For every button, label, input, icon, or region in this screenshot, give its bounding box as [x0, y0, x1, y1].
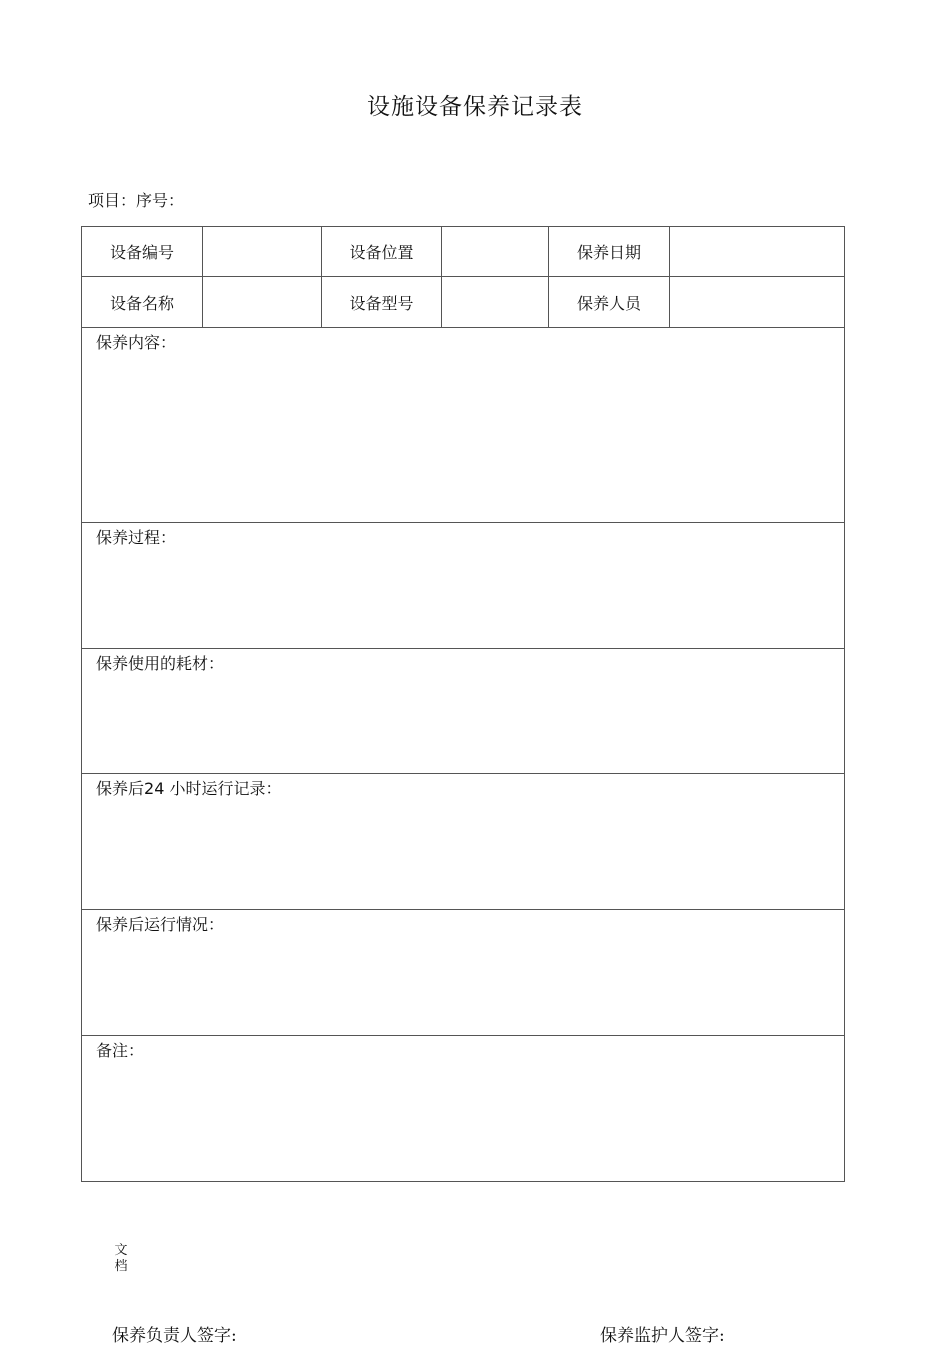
table-row [82, 277, 845, 328]
maintenance-content-section[interactable] [82, 328, 845, 523]
equipment-location-label: 设备位置 [322, 227, 442, 277]
status-after-label: 保养后运行情况： [96, 915, 225, 934]
table-row [82, 227, 845, 277]
equipment-name-field[interactable] [203, 277, 322, 328]
maintenance-date-field[interactable] [670, 227, 845, 277]
consumables-section[interactable] [82, 649, 845, 774]
document-note-char: 文 [114, 1243, 128, 1258]
maintenance-date-label: 保养日期 [549, 227, 670, 277]
maintenance-record-table [81, 226, 845, 1182]
maintenance-content-label: 保养内容： [96, 333, 177, 352]
remarks-label: 备注： [96, 1041, 145, 1060]
equipment-name-label: 设备名称 [82, 277, 203, 328]
record-24h-suffix: 小时运行记录： [164, 779, 282, 798]
document-note [113, 1243, 129, 1275]
responsible-signature-label: 保养负责人签字: [112, 1326, 237, 1346]
supervisor-signature-label: 保养监护人签字: [600, 1326, 725, 1346]
equipment-no-label: 设备编号 [82, 227, 203, 277]
record-24h-number: 24 [144, 779, 165, 798]
equipment-no-field[interactable] [203, 227, 322, 277]
record-24h-section[interactable] [82, 774, 845, 910]
record-24h-prefix: 保养后 [96, 779, 145, 798]
equipment-model-label: 设备型号 [322, 277, 442, 328]
maintenance-personnel-label: 保养人员 [549, 277, 670, 328]
page-title: 设施设备保养记录表 [367, 94, 583, 120]
status-after-section[interactable] [82, 910, 845, 1036]
document-note-char: 档 [114, 1259, 128, 1274]
maintenance-process-label: 保养过程： [96, 528, 177, 547]
maintenance-personnel-field[interactable] [670, 277, 845, 328]
consumables-label: 保养使用的耗材： [96, 654, 225, 673]
record-24h-label [96, 779, 281, 798]
equipment-location-field[interactable] [442, 227, 549, 277]
maintenance-process-section[interactable] [82, 523, 845, 649]
project-serial-line: 项目：序号： [88, 191, 185, 210]
equipment-model-field[interactable] [442, 277, 549, 328]
remarks-section[interactable] [82, 1036, 845, 1182]
